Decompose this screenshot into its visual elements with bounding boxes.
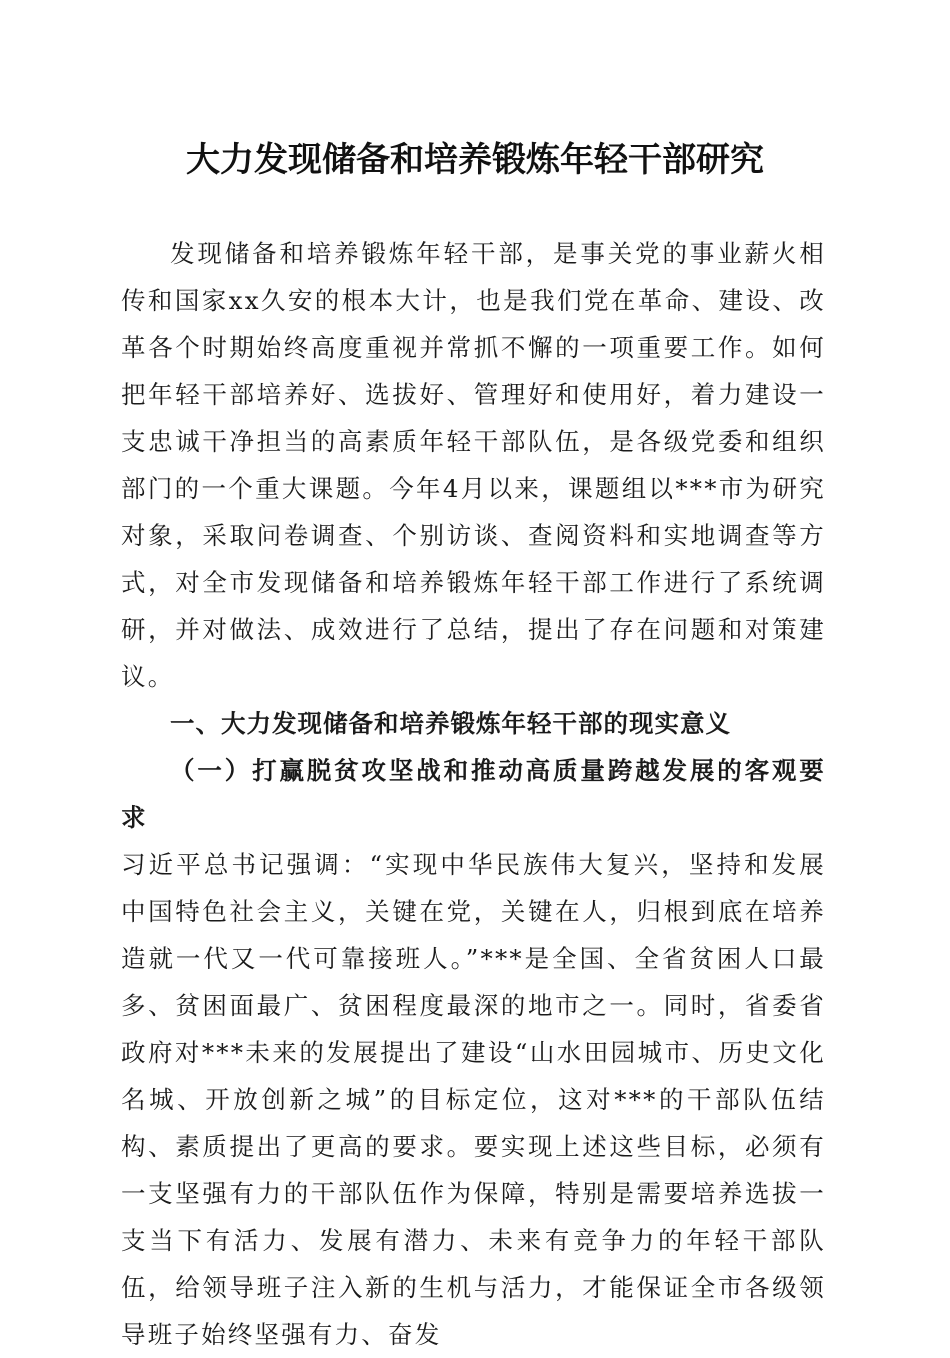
subsection-paragraph: 习近平总书记强调：“实现中华民族伟大复兴，坚持和发展中国特色社会主义，关键在党，关键在人，归根到底在培养造就一代又一代可靠接班人。”***是全国、全省贫困人口最多、贫困面最广、贫困程度最深的地市之一。同时，省委省政府对***未来的发展提出了建设“山水田园城市、历史文化名城、开放创新之城”的目标定位，这对***的干部队伍结构、素质提出了更高的要求。要实现上述这些目标，必须有一支坚强有力的干部队伍作为保障，特别是需要培养选拔一支当下有活力、发展有潜力、未来有竞争力的年轻干部队伍，给领导班子注入新的生机与活力，才能保证全市各级领导班子始终坚强有力、奋发 bbox=[121, 850, 826, 1349]
document-body bbox=[121, 230, 826, 1358]
document-title: 大力发现储备和培养锻炼年轻干部研究 bbox=[186, 140, 764, 180]
intro-paragraph: 发现储备和培养锻炼年轻干部，是事关党的事业薪火相传和国家xx久安的根本大计，也是我们党在革命、建设、改革各个时期始终高度重视并常抓不懈的一项重要工作。如何把年轻干部培养好、选拔好、管理好和使用好，着力建设一支忠诚干净担当的高素质年轻干部队伍，是各级党委和组织部门的一个重大课题。今年4月以来，课题组以***市为研究对象，采取问卷调查、个别访谈、查阅资料和实地调查等方式，对全市发现储备和培养锻炼年轻干部工作进行了系统调研，并对做法、成效进行了总结，提出了存在问题和对策建议。 bbox=[121, 239, 826, 691]
section-heading: 一、大力发现储备和培养锻炼年轻干部的现实意义 bbox=[170, 709, 731, 738]
subsection-heading: （一）打赢脱贫攻坚战和推动高质量跨越发展的客观要求 bbox=[121, 756, 826, 832]
